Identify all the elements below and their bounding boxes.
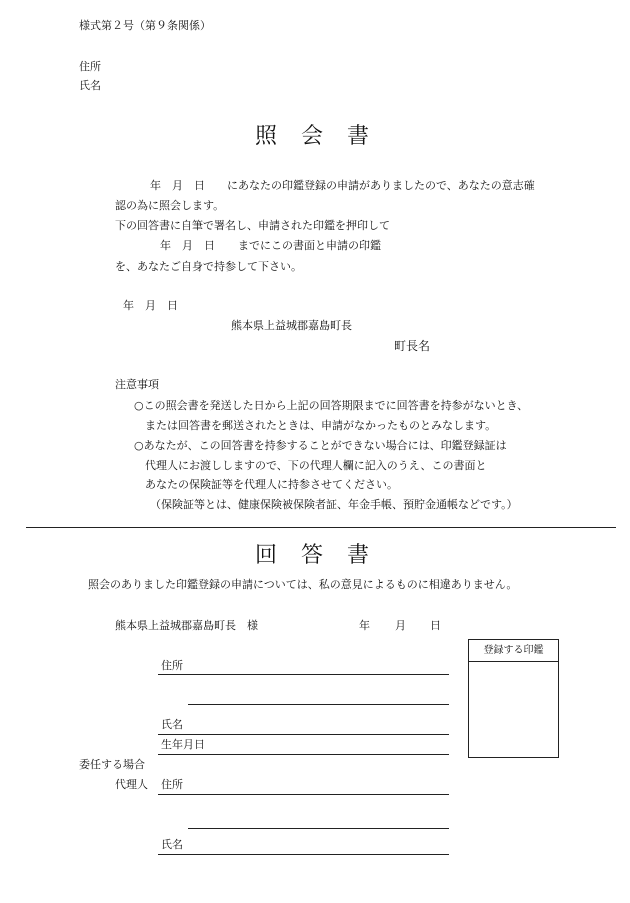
seal-box[interactable] — [468, 639, 559, 758]
note-1: ○この照会書を発送した日から上記の回答期限までに回答書を持参がないとき、 — [134, 399, 529, 412]
name-line[interactable] — [158, 734, 449, 735]
inquiry-title: 照会書 — [255, 124, 394, 149]
reply-statement: 照会のありました印鑑登録の申請については、私の意見によるものに相違ありません。 — [88, 578, 518, 591]
reply-date-day: 日 — [430, 619, 441, 632]
note-2: ○あなたが、この回答書を持参することができない場合には、印鑑登録証は — [134, 439, 507, 452]
reply-address-label: 住所 — [161, 659, 183, 672]
dob-line[interactable] — [158, 754, 449, 755]
body-line-4: までにこの書面と申請の印鑑 — [238, 239, 381, 252]
reply-title: 回答書 — [255, 543, 394, 568]
form-number: 様式第２号（第９条関係） — [79, 19, 211, 32]
issuer-org: 熊本県上益城郡嘉島町長 — [231, 319, 352, 332]
note-1-cont: または回答書を郵送されたときは、申請がなかったものとみなします。 — [145, 419, 497, 432]
body-date-2: 年 月 日 — [160, 239, 215, 252]
address-label: 住所 — [79, 60, 101, 73]
agent-address-line-1[interactable] — [158, 794, 449, 795]
reply-name-label: 氏名 — [161, 718, 183, 731]
agent-name-line[interactable] — [158, 854, 449, 855]
seal-caption: 登録する印鑑 — [469, 640, 558, 662]
agent-address-label: 住所 — [161, 778, 183, 791]
body-line-1: にあなたの印鑑登録の申請がありましたので、あなたの意志確 — [227, 179, 535, 192]
address-line-2[interactable] — [188, 704, 449, 705]
reply-date-year: 年 — [359, 619, 370, 632]
dob-label: 生年月日 — [161, 738, 205, 751]
delegate-case-label: 委任する場合 — [79, 758, 145, 771]
note-2-cont-1: 代理人にお渡ししますので、下の代理人欄に記入のうえ、この書面と — [145, 459, 487, 472]
issue-date: 年 月 日 — [123, 299, 178, 312]
note-2-cont-3: （保険証等とは、健康保険被保険者証、年金手帳、預貯金通帳などです。） — [150, 498, 518, 511]
addressee: 熊本県上益城郡嘉島町長 様 — [115, 619, 258, 632]
agent-address-line-2[interactable] — [188, 828, 449, 829]
body-line-2: 認の為に照会します。 — [115, 199, 225, 212]
name-label: 氏名 — [79, 79, 101, 92]
section-divider — [26, 527, 616, 528]
body-date-1: 年 月 日 — [150, 179, 205, 192]
body-line-5: を、あなたご自身で持参して下さい。 — [115, 260, 302, 273]
agent-label: 代理人 — [115, 778, 148, 791]
body-line-3: 下の回答書に自筆で署名し、申請された印鑑を押印して — [115, 219, 390, 232]
address-line-1[interactable] — [158, 674, 449, 675]
agent-name-label: 氏名 — [161, 838, 183, 851]
reply-date-month: 月 — [395, 619, 406, 632]
notes-heading: 注意事項 — [115, 378, 159, 391]
note-2-cont-2: あなたの保険証等を代理人に持参させてください。 — [145, 478, 398, 491]
issuer-name: 町長名 — [394, 339, 431, 353]
